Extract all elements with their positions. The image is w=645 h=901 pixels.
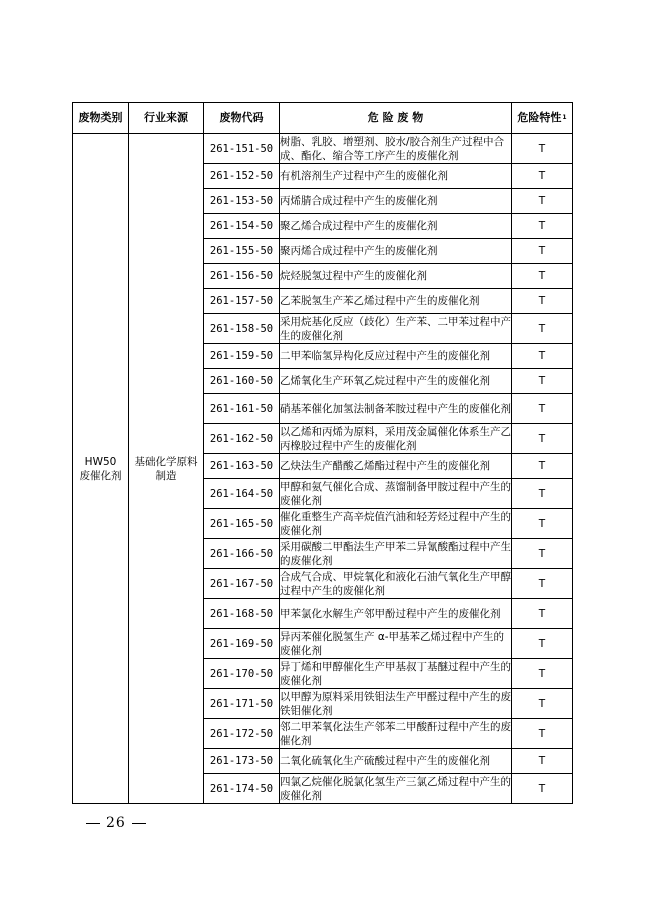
waste-table [72, 102, 573, 804]
footnote-marker: 1 [562, 114, 567, 121]
waste-description: 二氧化硫氧化生产硫酸过程中产生的废催化剂 [280, 749, 512, 774]
category-name: 废催化剂 [79, 469, 122, 482]
hazard-characteristic: T [512, 314, 573, 344]
hazard-characteristic: T [512, 214, 573, 239]
hazard-characteristic: T [512, 369, 573, 394]
header-category: 废物类别 [73, 103, 129, 134]
waste-code: 261-173-50 [204, 749, 280, 774]
waste-description: 丙烯腈合成过程中产生的废催化剂 [280, 189, 512, 214]
hazard-characteristic: T [512, 479, 573, 509]
waste-code: 261-160-50 [204, 369, 280, 394]
waste-description: 烷烃脱氢过程中产生的废催化剂 [280, 264, 512, 289]
header-code: 废物代码 [204, 103, 280, 134]
waste-description: 甲苯氯化水解生产邻甲酚过程中产生的废催化剂 [280, 599, 512, 629]
waste-code: 261-157-50 [204, 289, 280, 314]
waste-description: 异丁烯和甲醇催化生产甲基叔丁基醚过程中产生的废催化剂 [280, 660, 511, 687]
waste-description: 邻二甲苯氧化法生产邻苯二甲酸酐过程中产生的废催化剂 [280, 720, 511, 747]
dash-right [132, 823, 146, 824]
waste-description: 采用烷基化反应（歧化）生产苯、二甲苯过程中产生的废催化剂 [280, 315, 511, 342]
industry-cell [129, 134, 204, 804]
waste-description: 有机溶剂生产过程中产生的废催化剂 [280, 164, 512, 189]
header-industry: 行业来源 [129, 103, 204, 134]
hazard-characteristic: T [512, 454, 573, 479]
waste-description: 聚乙烯合成过程中产生的废催化剂 [280, 214, 512, 239]
waste-code: 261-155-50 [204, 239, 280, 264]
waste-description: 四氯乙烷催化脱氯化氢生产三氯乙烯过程中产生的废催化剂 [280, 775, 511, 802]
waste-code: 261-174-50 [204, 774, 280, 804]
industry-name: 基础化学原料制造 [134, 455, 198, 482]
header-description: 危 险 废 物 [280, 103, 512, 134]
waste-description: 乙烯氧化生产环氧乙烷过程中产生的废催化剂 [280, 369, 512, 394]
waste-code: 261-167-50 [204, 569, 280, 599]
hazard-characteristic: T [512, 719, 573, 749]
header-hazard-label: 危险特性 [517, 111, 562, 124]
page-number [80, 815, 152, 831]
waste-description: 二甲苯临氢异构化反应过程中产生的废催化剂 [280, 344, 512, 369]
hazard-characteristic: T [512, 134, 573, 164]
page-number-value: 26 [106, 815, 126, 831]
hazard-characteristic: T [512, 749, 573, 774]
dash-left [86, 823, 100, 824]
waste-code: 261-163-50 [204, 454, 280, 479]
category-cell [73, 134, 129, 804]
hazard-characteristic: T [512, 394, 573, 424]
waste-description: 以乙烯和丙烯为原料，采用茂金属催化体系生产乙丙橡胶过程中产生的废催化剂 [280, 425, 511, 452]
waste-code: 261-156-50 [204, 264, 280, 289]
waste-description: 异丙苯催化脱氢生产 α-甲基苯乙烯过程中产生的废催化剂 [280, 629, 512, 659]
hazard-characteristic: T [512, 239, 573, 264]
waste-code: 261-166-50 [204, 539, 280, 569]
hazard-characteristic: T [512, 424, 573, 454]
waste-code: 261-168-50 [204, 599, 280, 629]
waste-description: 乙炔法生产醋酸乙烯酯过程中产生的废催化剂 [280, 454, 512, 479]
header-hazard [512, 103, 573, 134]
waste-code: 261-165-50 [204, 509, 280, 539]
waste-code: 261-158-50 [204, 314, 280, 344]
hazard-characteristic: T [512, 659, 573, 689]
waste-code: 261-161-50 [204, 394, 280, 424]
hazard-characteristic: T [512, 164, 573, 189]
waste-code: 261-169-50 [204, 629, 280, 659]
waste-code: 261-172-50 [204, 719, 280, 749]
hazard-characteristic: T [512, 569, 573, 599]
waste-code: 261-151-50 [204, 134, 280, 164]
waste-code: 261-170-50 [204, 659, 280, 689]
waste-description: 乙苯脱氢生产苯乙烯过程中产生的废催化剂 [280, 289, 512, 314]
hazard-characteristic: T [512, 689, 573, 719]
hazard-characteristic: T [512, 289, 573, 314]
waste-code: 261-171-50 [204, 689, 280, 719]
waste-description: 采用碳酸二甲酯法生产甲苯二异氰酸酯过程中产生的废催化剂 [280, 540, 511, 567]
header-row [73, 103, 573, 134]
waste-description: 甲醇和氨气催化合成、蒸馏制备甲胺过程中产生的废催化剂 [280, 480, 511, 507]
hazard-characteristic: T [512, 599, 573, 629]
waste-description: 催化重整生产高辛烷值汽油和轻芳烃过程中产生的废催化剂 [280, 510, 511, 537]
waste-description: 以甲醇为原料采用铁钼法生产甲醛过程中产生的废铁钼催化剂 [280, 690, 511, 717]
hazard-characteristic: T [512, 344, 573, 369]
hazard-characteristic: T [512, 264, 573, 289]
waste-code: 261-162-50 [204, 424, 280, 454]
waste-description: 硝基苯催化加氢法制备苯胺过程中产生的废催化剂 [280, 394, 512, 424]
hazard-characteristic: T [512, 509, 573, 539]
waste-code: 261-153-50 [204, 189, 280, 214]
waste-description: 聚丙烯合成过程中产生的废催化剂 [280, 239, 512, 264]
hazard-characteristic: T [512, 774, 573, 804]
waste-code: 261-152-50 [204, 164, 280, 189]
waste-description: 合成气合成、甲烷氧化和液化石油气氧化生产甲醇过程中产生的废催化剂 [280, 570, 511, 597]
waste-code: 261-154-50 [204, 214, 280, 239]
category-code: HW50 [84, 455, 117, 468]
waste-code: 261-159-50 [204, 344, 280, 369]
hazard-characteristic: T [512, 189, 573, 214]
hazard-characteristic: T [512, 539, 573, 569]
table-row [73, 134, 573, 164]
waste-description: 树脂、乳胶、增塑剂、胶水/胶合剂生产过程中合成、酯化、缩合等工序产生的废催化剂 [280, 134, 512, 164]
waste-code: 261-164-50 [204, 479, 280, 509]
hazard-characteristic: T [512, 629, 573, 659]
